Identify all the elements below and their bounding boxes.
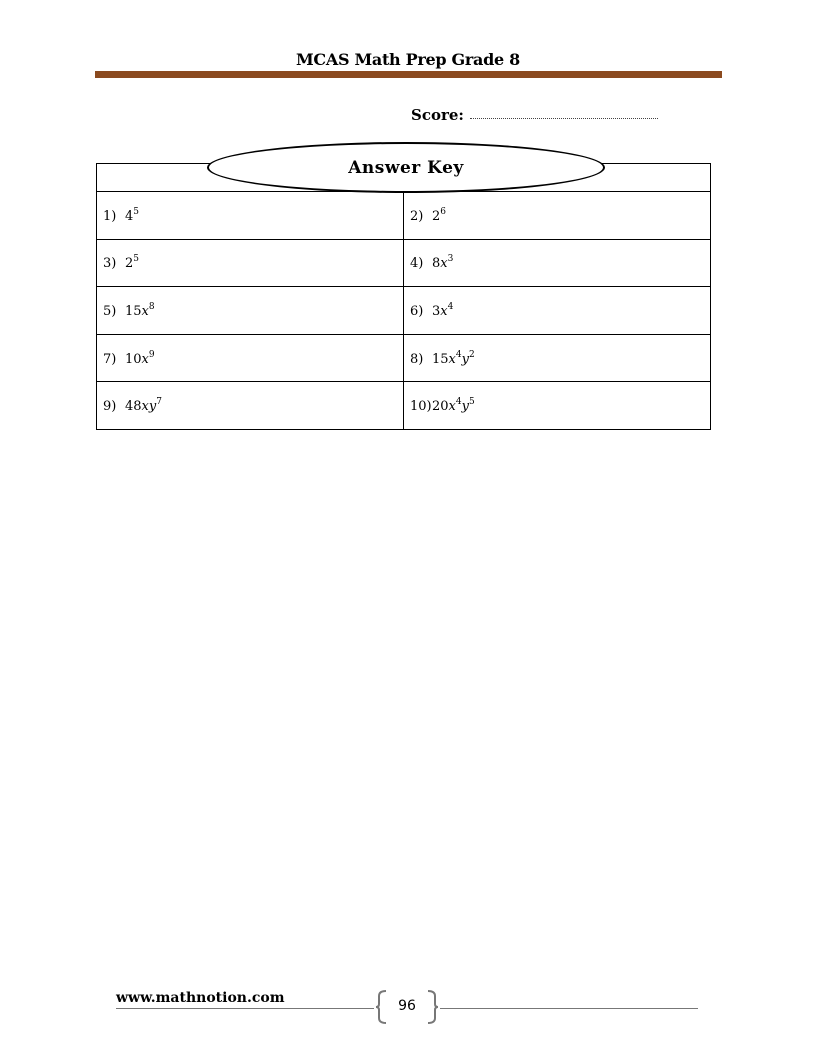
answer-number: 2) bbox=[410, 208, 424, 224]
answer-number: 10) bbox=[410, 399, 432, 415]
footer-line-right bbox=[440, 1008, 698, 1009]
answer-number: 3) bbox=[103, 256, 117, 272]
answer-expression: $3x^4$ bbox=[432, 301, 454, 319]
answer-expression: $8x^3$ bbox=[432, 254, 454, 272]
answer-table bbox=[96, 163, 711, 430]
footer-url: www.mathnotion.com bbox=[116, 990, 285, 1006]
answer-cell bbox=[97, 334, 404, 382]
answer-cell bbox=[404, 334, 711, 382]
answer-number: 7) bbox=[103, 351, 117, 367]
answer-cell bbox=[404, 239, 711, 287]
answer-row bbox=[97, 192, 711, 240]
answer-cell bbox=[97, 287, 404, 335]
footer-line-left bbox=[116, 1008, 374, 1009]
answer-cell bbox=[404, 192, 711, 240]
answer-row bbox=[97, 239, 711, 287]
answer-number: 6) bbox=[410, 303, 424, 319]
answer-cell bbox=[97, 192, 404, 240]
answer-expression: $15x^8$ bbox=[125, 301, 155, 319]
header-rule bbox=[95, 71, 722, 78]
answer-expression: $20x^4y^5$ bbox=[432, 397, 475, 415]
answer-key-title-oval bbox=[207, 142, 605, 193]
answer-number: 5) bbox=[103, 303, 117, 319]
answer-cell bbox=[404, 382, 711, 430]
answer-row bbox=[97, 382, 711, 430]
page-header-title: MCAS Math Prep Grade 8 bbox=[296, 50, 520, 69]
answer-key-title: Answer Key bbox=[348, 157, 464, 178]
answer-number: 4) bbox=[410, 256, 424, 272]
answer-cell bbox=[97, 382, 404, 430]
answer-rows bbox=[97, 192, 711, 430]
answer-expression: $15x^4y^2$ bbox=[432, 349, 475, 367]
page-number: 96 bbox=[398, 998, 416, 1014]
answer-expression: $4^5$ bbox=[125, 206, 140, 224]
answer-expression: $48xy^7$ bbox=[125, 397, 162, 415]
answer-row bbox=[97, 334, 711, 382]
answer-cell bbox=[97, 239, 404, 287]
answer-cell bbox=[404, 287, 711, 335]
answer-number: 9) bbox=[103, 399, 117, 415]
answer-number: 1) bbox=[103, 208, 117, 224]
score-label: Score: bbox=[411, 106, 464, 124]
score-blank bbox=[470, 118, 658, 119]
answer-number: 8) bbox=[410, 351, 424, 367]
answer-expression: $10x^9$ bbox=[125, 349, 155, 367]
answer-expression: $2^5$ bbox=[125, 254, 140, 272]
answer-row bbox=[97, 287, 711, 335]
answer-expression: $2^6$ bbox=[432, 206, 447, 224]
